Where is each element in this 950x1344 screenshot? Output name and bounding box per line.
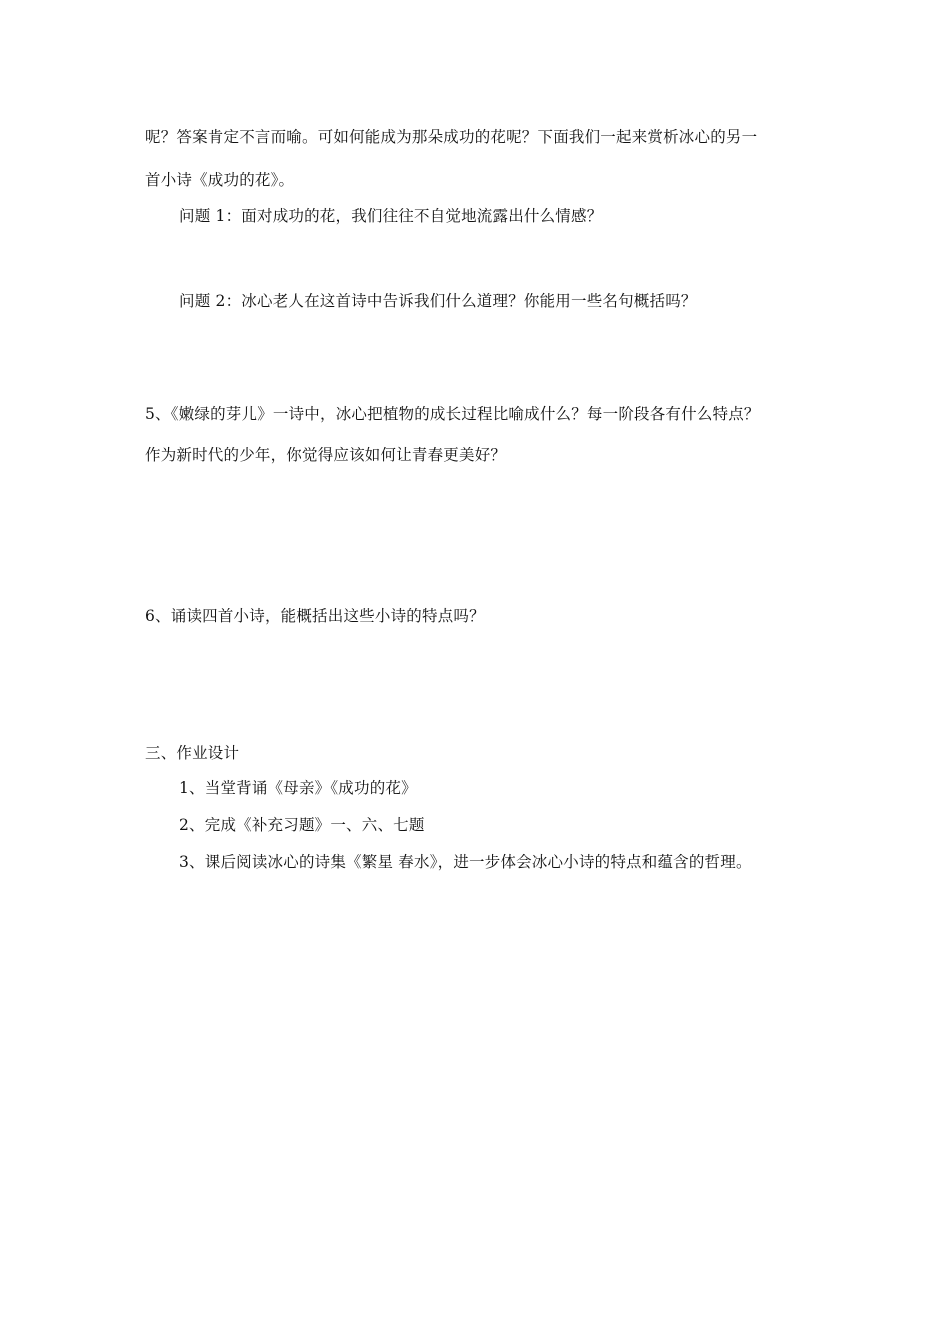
question-2: 问题 2：冰心老人在这首诗中告诉我们什么道理？你能用一些名句概括吗？ [179, 292, 697, 310]
homework-item-1: 1、当堂背诵《母亲》《成功的花》 [179, 779, 417, 797]
question-1: 问题 1：面对成功的花，我们往往不自觉地流露出什么情感？ [179, 207, 603, 225]
intro-line-2: 首小诗《成功的花》。 [145, 171, 295, 189]
intro-line-1: 呢？答案肯定不言而喻。可如何能成为那朵成功的花呢？下面我们一起来赏析冰心的另一 [145, 128, 758, 146]
homework-heading: 三、作业设计 [145, 744, 240, 762]
homework-item-3: 3、课后阅读冰心的诗集《繁星 春水》，进一步体会冰心小诗的特点和蕴含的哲理。 [179, 853, 752, 871]
item-6: 6、诵读四首小诗，能概括出这些小诗的特点吗？ [145, 607, 485, 625]
item-5-line-1: 5、《嫩绿的芽儿》一诗中，冰心把植物的成长过程比喻成什么？每一阶段各有什么特点？ [145, 405, 760, 423]
item-5-line-2: 作为新时代的少年，你觉得应该如何让青春更美好？ [145, 446, 507, 464]
homework-item-2: 2、完成《补充习题》一、六、七题 [179, 816, 425, 834]
